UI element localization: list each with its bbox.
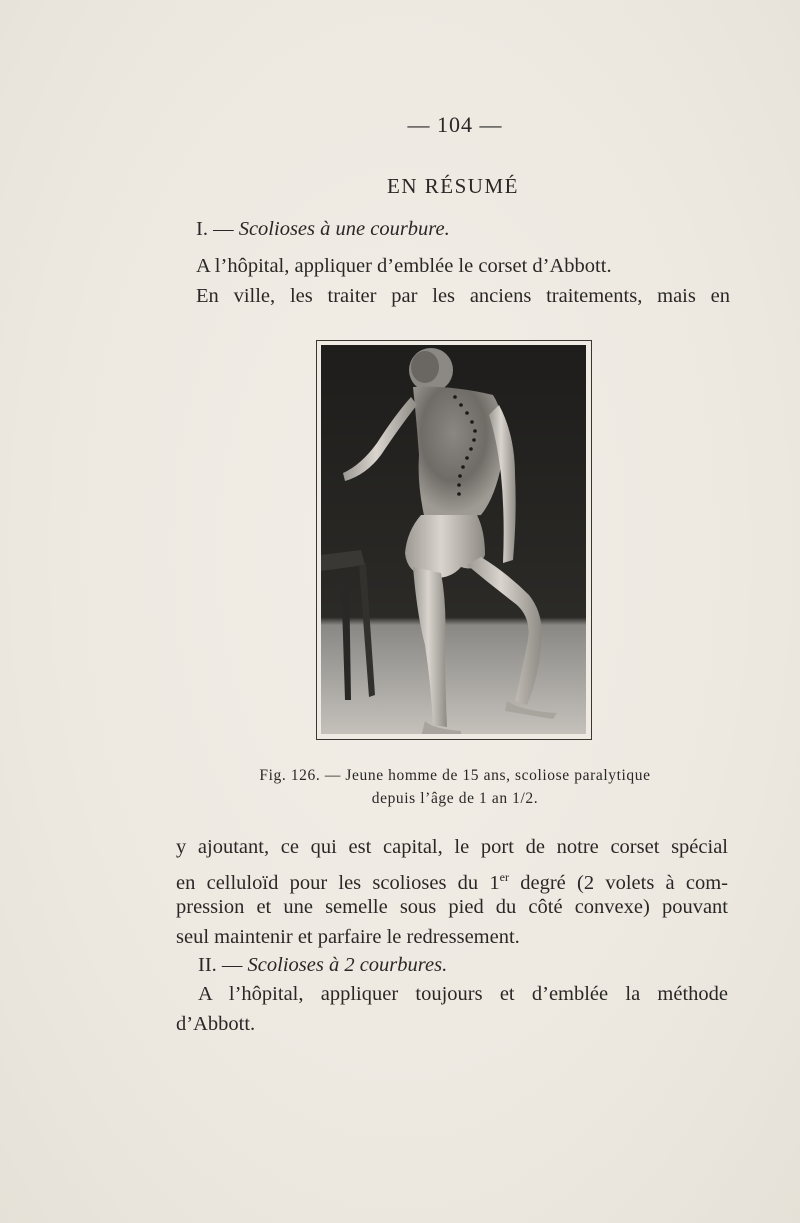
section-1-heading — [196, 215, 450, 243]
section-2-line-2: d’Abbott. — [176, 1013, 256, 1035]
section-2-title: Scolioses à 2 courbures. — [247, 954, 448, 976]
section-2-line-1: A l’hôpital, appliquer toujours et d’emblée la méthode — [198, 983, 728, 1005]
section-2-paragraph — [198, 979, 728, 1009]
section-title: EN RÉSUMÉ — [387, 174, 519, 198]
continuation-line-1: y ajoutant, ce qui est capital, le port de notre corset spécial — [176, 836, 728, 858]
figure-caption-line-1: Fig. 126. — Jeune homme de 15 ans, scoliose paralytique — [259, 767, 651, 784]
continuation-paragraph — [176, 832, 728, 952]
figure-photo — [321, 345, 586, 734]
section-1-paragraph-cont — [196, 281, 730, 311]
section-1-title: Scolioses à une courbure. — [238, 218, 450, 240]
section-2-heading — [198, 951, 447, 979]
continuation-line-4: seul maintenir et parfaire le redressement. — [176, 926, 520, 948]
section-2-number: II. — — [198, 954, 243, 976]
figure-frame — [316, 340, 592, 740]
section-1-paragraph — [196, 251, 728, 281]
section-1-line-1: A l’hôpital, appliquer d’emblée le corset d’Abbott. — [196, 255, 612, 277]
section-1-number: I. — — [196, 218, 234, 240]
figure-caption-line-2: depuis l’âge de 1 an 1/2. — [371, 790, 539, 807]
section-1-line-2: En ville, les traiter par les anciens traitements, mais en — [196, 285, 730, 307]
page-number: — 104 — — [407, 112, 503, 137]
continuation-line-3: pression et une semelle sous pied du côté convexe) pouvant — [176, 896, 728, 918]
continuation-line-2: en celluloïd pour les scolioses du 1er degré (2 volets à com- — [176, 870, 729, 894]
